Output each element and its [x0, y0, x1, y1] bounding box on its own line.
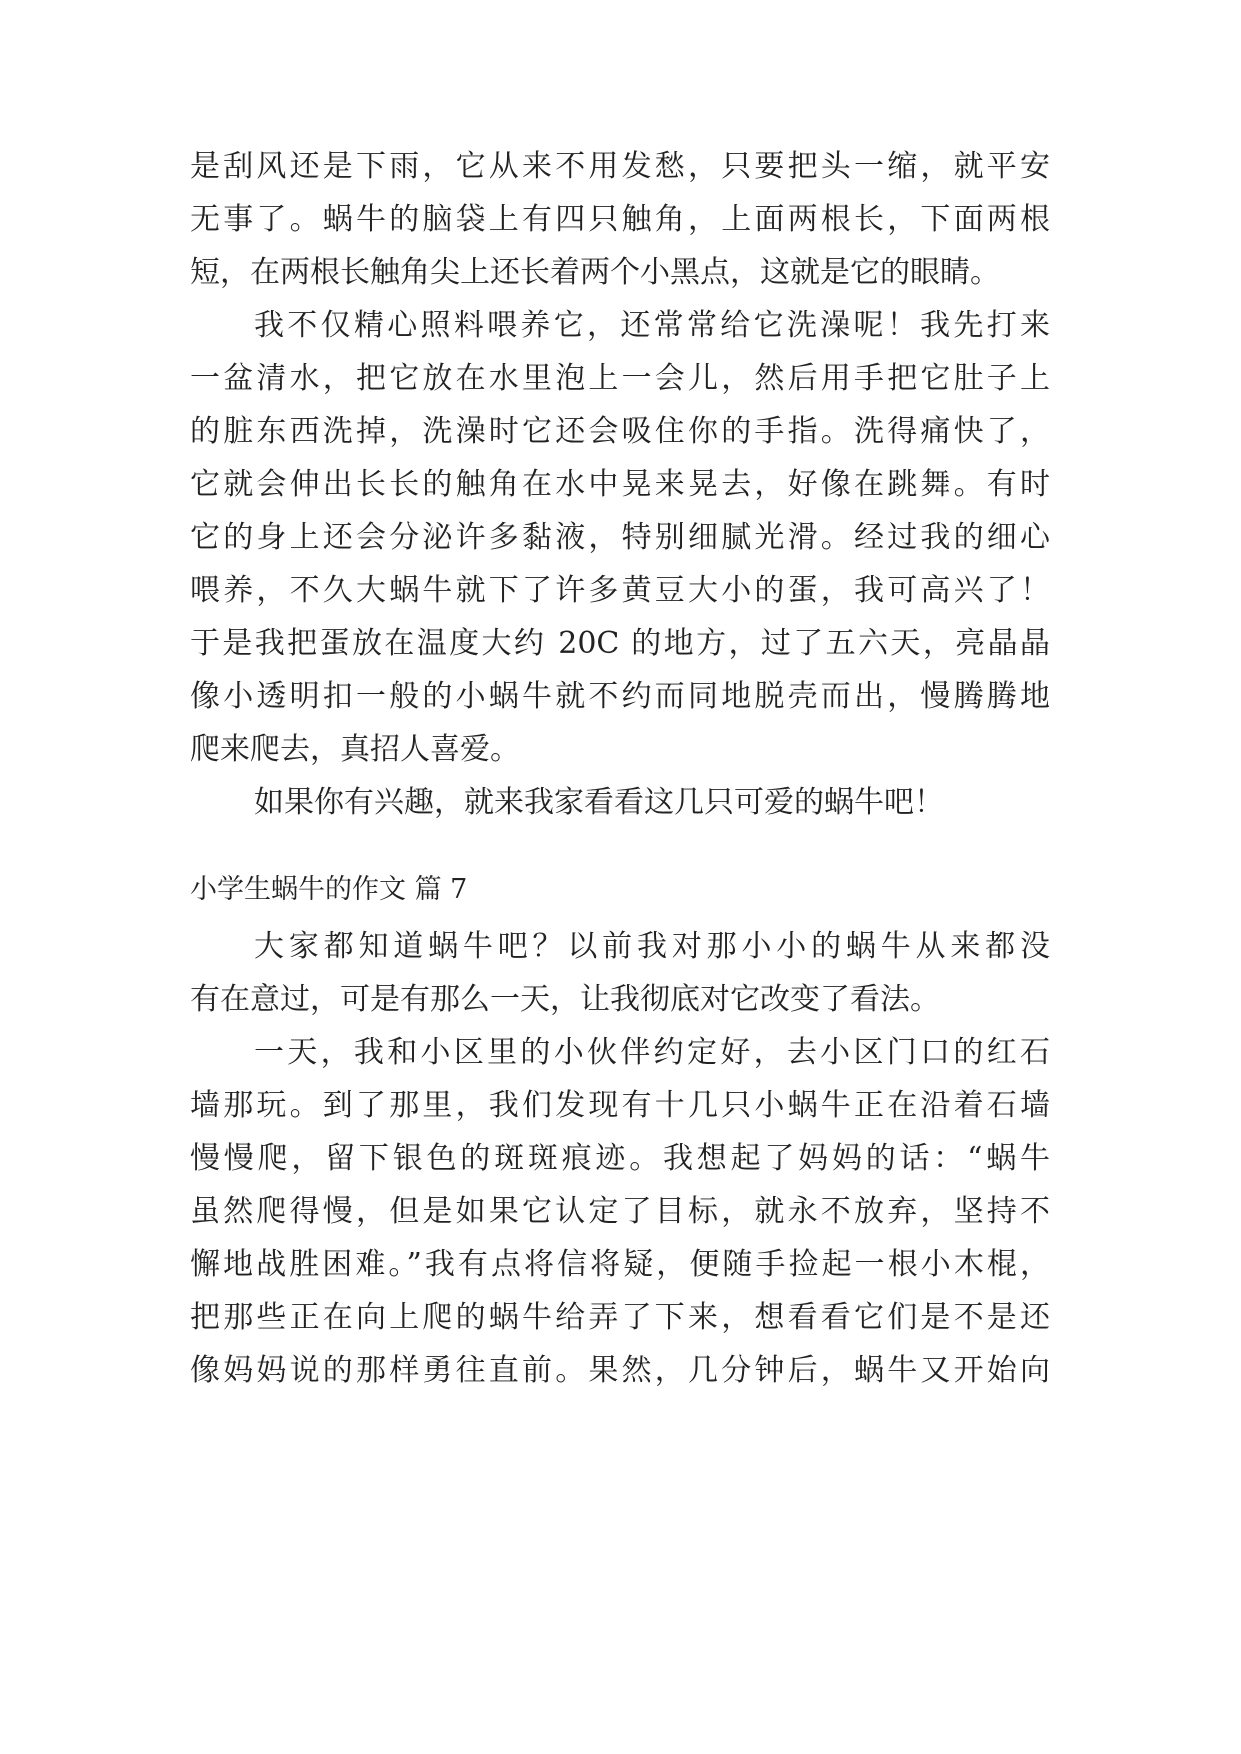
section-paragraph-2-line-2: 墙那玩。到了那里，我们发现有十几只小蜗牛正在沿着石墙 [190, 1088, 1050, 1123]
paragraph-3-line-1: 如果你有兴趣，就来我家看看这几只可爱的蜗牛吧！ [254, 785, 944, 820]
section-paragraph-2-line-5: 懈地战胜困难。”我有点将信将疑，便随手捡起一根小木棍， [190, 1247, 1050, 1282]
paragraph-2-line-5: 它的身上还会分泌许多黏液，特别细腻光滑。经过我的细心 [190, 520, 1050, 555]
paragraph-1-line-1: 是刮风还是下雨，它从来不用发愁，只要把头一缩，就平安 [190, 149, 1050, 184]
section-paragraph-2-line-3: 慢慢爬，留下银色的斑斑痕迹。我想起了妈妈的话：“蜗牛 [190, 1141, 1050, 1176]
paragraph-2-line-2: 一盆清水，把它放在水里泡上一会儿，然后用手把它肚子上 [190, 361, 1050, 396]
paragraph-2-line-6: 喂养，不久大蜗牛就下了许多黄豆大小的蛋，我可高兴了！ [190, 573, 1050, 608]
document-body [190, 0, 1050, 1754]
paragraph-2-line-3: 的脏东西洗掉，洗澡时它还会吸住你的手指。洗得痛快了， [190, 414, 1050, 449]
paragraph-2-line-7: 于是我把蛋放在温度大约 20C 的地方，过了五六天，亮晶晶 [190, 626, 1050, 661]
section-heading: 小学生蜗牛的作文 篇 7 [190, 874, 468, 905]
paragraph-2-line-4: 它就会伸出长长的触角在水中晃来晃去，好像在跳舞。有时 [190, 467, 1050, 502]
section-paragraph-2-line-4: 虽然爬得慢，但是如果它认定了目标，就永不放弃，坚持不 [190, 1194, 1050, 1229]
section-paragraph-2-line-6: 把那些正在向上爬的蜗牛给弄了下来，想看看它们是不是还 [190, 1300, 1050, 1335]
paragraph-1-line-3: 短，在两根长触角尖上还长着两个小黑点，这就是它的眼睛。 [190, 255, 1000, 290]
paragraph-2-line-1: 我不仅精心照料喂养它，还常常给它洗澡呢！我先打来 [254, 308, 1050, 343]
paragraph-1-line-2: 无事了。蜗牛的脑袋上有四只触角，上面两根长，下面两根 [190, 202, 1050, 237]
section-paragraph-2-line-1: 一天，我和小区里的小伙伴约定好，去小区门口的红石 [254, 1035, 1050, 1070]
paragraph-2-line-8: 像小透明扣一般的小蜗牛就不约而同地脱壳而出，慢腾腾地 [190, 679, 1050, 714]
section-paragraph-1-line-2: 有在意过，可是有那么一天，让我彻底对它改变了看法。 [190, 982, 940, 1017]
section-paragraph-2-line-7: 像妈妈说的那样勇往直前。果然，几分钟后，蜗牛又开始向 [190, 1353, 1050, 1388]
section-paragraph-1-line-1: 大家都知道蜗牛吧？以前我对那小小的蜗牛从来都没 [254, 929, 1050, 964]
paragraph-2-line-9: 爬来爬去，真招人喜爱。 [190, 732, 520, 767]
